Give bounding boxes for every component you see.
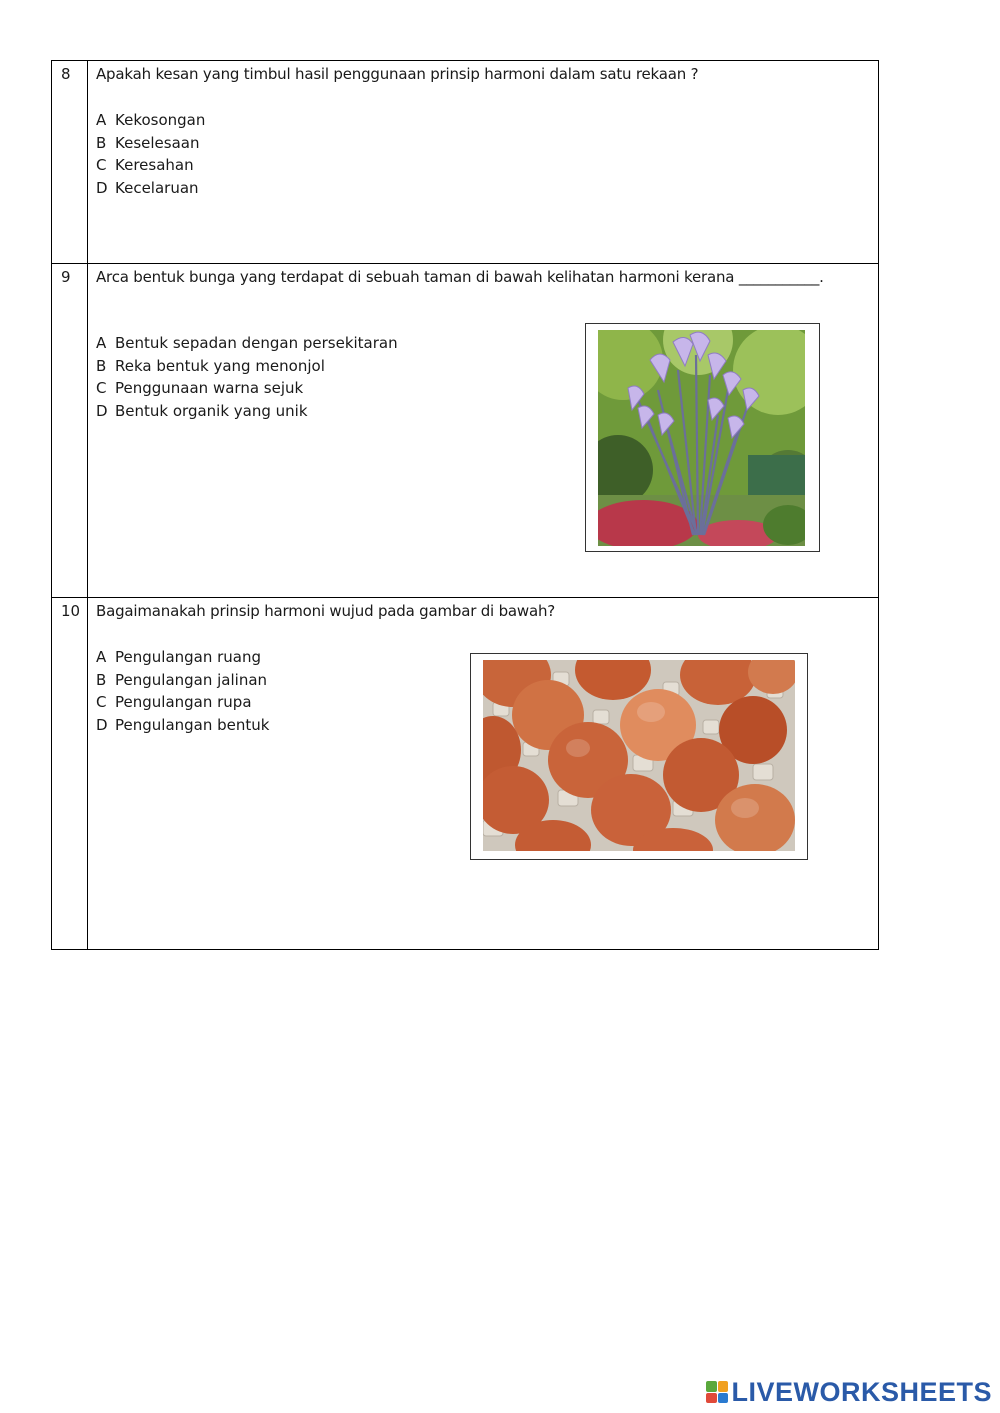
question-table xyxy=(51,60,879,950)
question-text: Apakah kesan yang timbul hasil penggunaan prinsip harmoni dalam satu rekaan ? xyxy=(96,65,699,83)
liveworksheets-logo-icon xyxy=(706,1381,728,1403)
question-row-8 xyxy=(52,61,879,264)
question-number: 9 xyxy=(52,264,88,598)
option-c[interactable]: C Penggunaan warna sejuk xyxy=(96,379,304,397)
question-body xyxy=(88,61,879,264)
option-c[interactable]: C Pengulangan rupa xyxy=(96,693,252,711)
question-body xyxy=(88,598,879,950)
option-a[interactable]: A Bentuk sepadan dengan persekitaran xyxy=(96,334,398,352)
egg-tray-image xyxy=(470,653,808,860)
question-number: 8 xyxy=(52,61,88,264)
option-b[interactable]: B Pengulangan jalinan xyxy=(96,670,268,689)
flower-sculpture-icon xyxy=(598,330,805,546)
option-a[interactable]: A Pengulangan ruang xyxy=(96,648,262,666)
option-d[interactable]: D Bentuk organik yang unik xyxy=(96,401,308,420)
flower-sculpture-image xyxy=(585,323,820,552)
question-text: Arca bentuk bunga yang terdapat di sebuah taman di bawah kelihatan harmoni kerana ___________. xyxy=(96,268,824,286)
option-c[interactable]: C Keresahan xyxy=(96,156,194,174)
question-text: Bagaimanakah prinsip harmoni wujud pada gambar di bawah? xyxy=(96,602,556,620)
option-b[interactable]: B Keselesaan xyxy=(96,133,200,152)
option-a[interactable]: A Kekosongan xyxy=(96,111,206,129)
question-row-10 xyxy=(52,598,879,950)
egg-tray-icon xyxy=(483,660,795,851)
option-d[interactable]: D Pengulangan bentuk xyxy=(96,715,270,734)
option-d[interactable]: D Kecelaruan xyxy=(96,178,199,197)
question-number: 10 xyxy=(52,598,88,950)
option-b[interactable]: B Reka bentuk yang menonjol xyxy=(96,356,325,375)
question-body xyxy=(88,264,879,598)
question-row-9 xyxy=(52,264,879,598)
liveworksheets-logo xyxy=(706,1377,992,1407)
brand-name: LIVEWORKSHEETS xyxy=(731,1376,992,1407)
option-list xyxy=(96,109,878,199)
